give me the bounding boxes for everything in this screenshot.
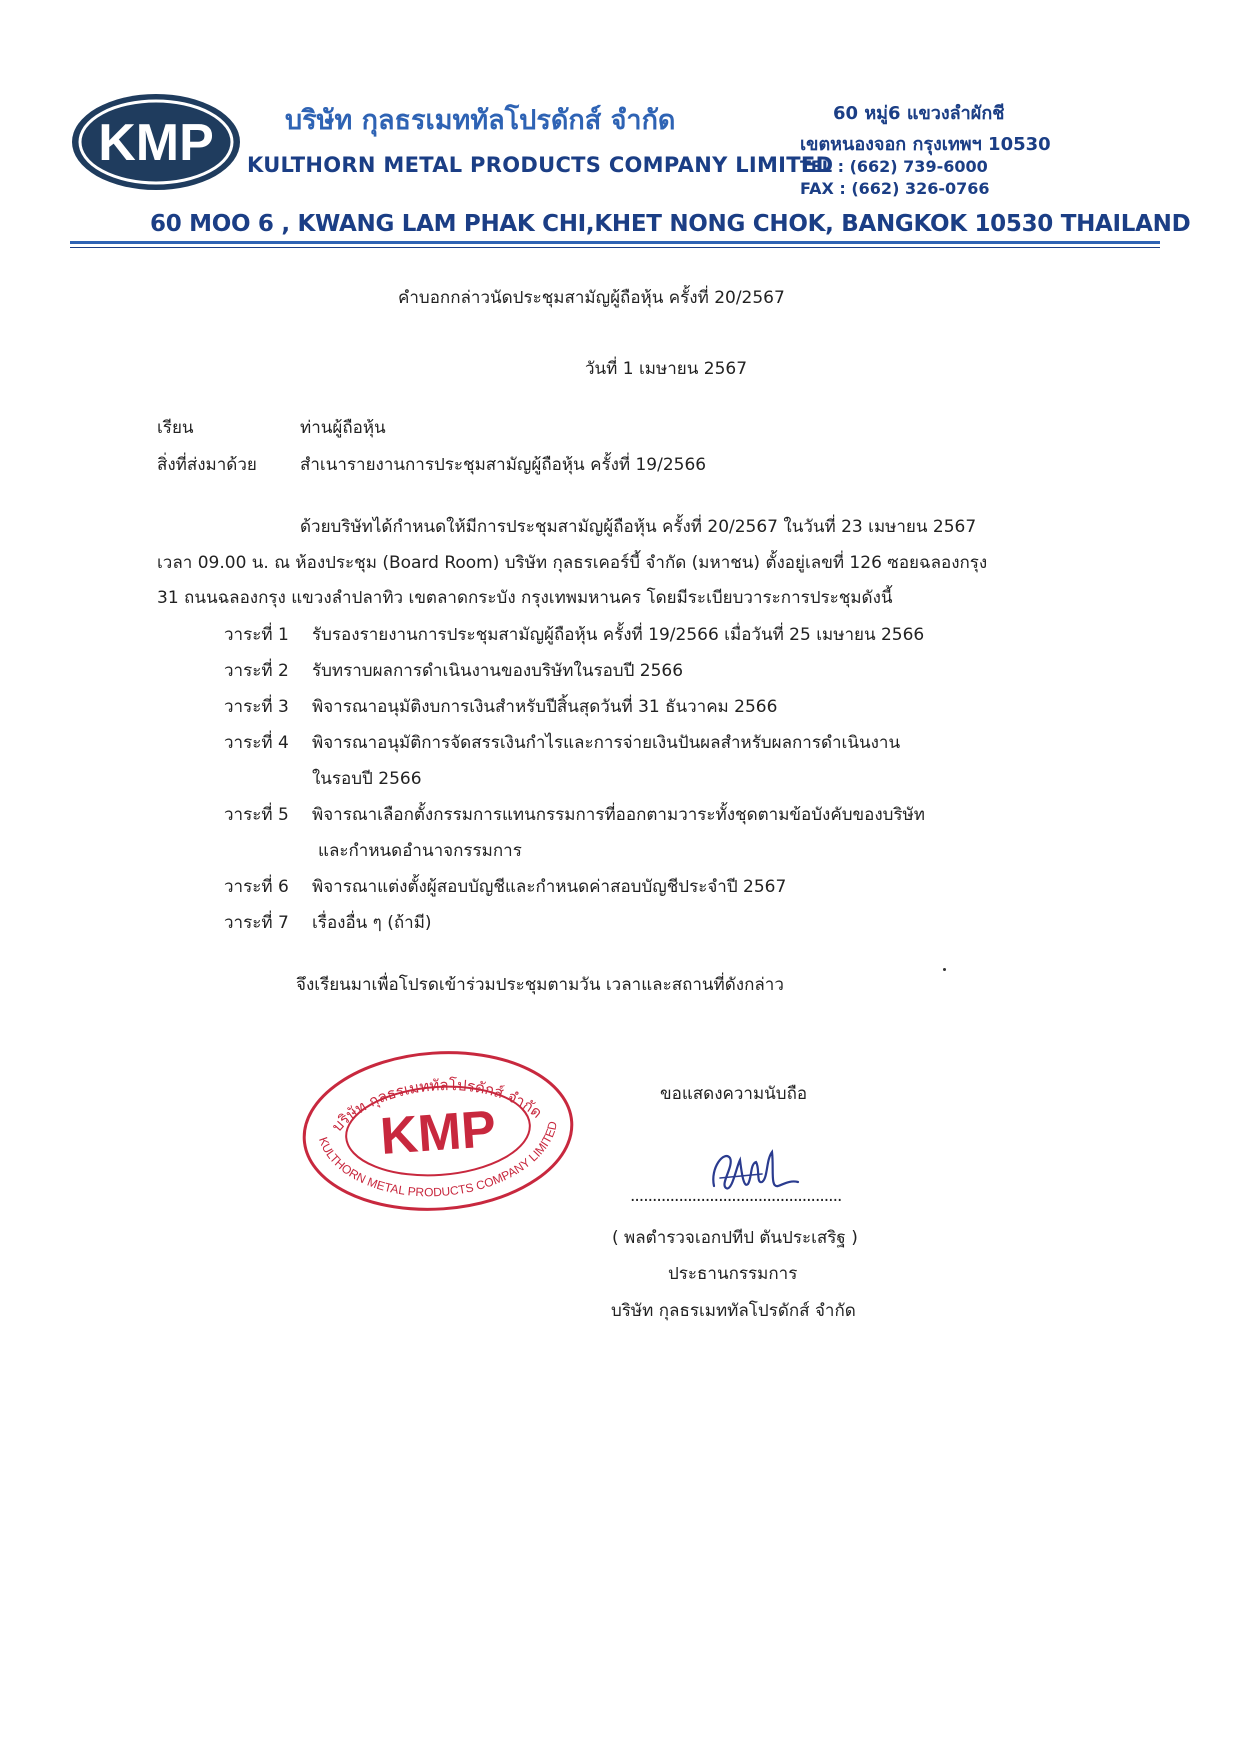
agenda-item-1-text: รับรองรายงานการประชุมสามัญผู้ถือหุ้น ครั้งที่ 19/2566 เมื่อวันที่ 25 เมษายน 2566: [312, 625, 925, 645]
address-english: 60 MOO 6 , KWANG LAM PHAK CHI,KHET NONG CHOK, BANGKOK 10530 THAILAND: [150, 211, 1191, 237]
agenda-item-5-text-line-1: พิจารณาเลือกตั้งกรรมการแทนกรรมการที่ออกตามวาระทั้งชุดตามข้อบังคับของบริษัท: [312, 805, 925, 825]
stray-dot: [943, 968, 946, 971]
signature-line: ................................................: [630, 1186, 842, 1206]
body-paragraph-line-1: ด้วยบริษัทได้กำหนดให้มีการประชุมสามัญผู้ถือหุ้น ครั้งที่ 20/2567 ในวันที่ 23 เมษายน 2567: [300, 517, 977, 537]
company-logo: [70, 92, 242, 192]
agenda-item-3-text: พิจารณาอนุมัติงบการเงินสำหรับปีสิ้นสุดวันที่ 31 ธันวาคม 2566: [312, 697, 778, 717]
enclosure-value: สำเนารายงานการประชุมสามัญผู้ถือหุ้น ครั้งที่ 19/2566: [300, 455, 707, 475]
agenda-item-5-number: วาระที่ 5: [224, 805, 289, 825]
agenda-item-4-text-line-2: ในรอบปี 2566: [312, 769, 422, 789]
letter-date: วันที่ 1 เมษายน 2567: [585, 359, 748, 379]
agenda-item-5-text-line-2: และกำหนดอำนาจกรรมการ: [318, 841, 522, 861]
address-thai-line-2: เขตหนองจอก กรุงเทพฯ 10530: [800, 134, 1051, 155]
company-seal: [300, 1048, 576, 1214]
body-paragraph-line-3: 31 ถนนฉลองกรุง แขวงลำปลาทิว เขตลาดกระบัง กรุงเทพมหานคร โดยมีระเบียบวาระการประชุมดังนี้: [157, 588, 893, 608]
agenda-item-7-text: เรื่องอื่น ๆ (ถ้ามี): [312, 913, 432, 933]
seal-logo-text: KMP: [378, 1100, 498, 1166]
agenda-item-2-number: วาระที่ 2: [224, 661, 289, 681]
company-name-thai: บริษัท กุลธรเมททัลโปรดักส์ จำกัด: [285, 105, 676, 136]
address-thai-line-1: 60 หมู่6 แขวงลำผักชี: [833, 103, 1005, 124]
recipient-label: เรียน: [157, 418, 194, 438]
agenda-item-1-number: วาระที่ 1: [224, 625, 289, 645]
signer-company: บริษัท กุลธรเมททัลโปรดักส์ จำกัด: [611, 1301, 856, 1321]
telephone: TEL : (662) 739-6000: [800, 157, 988, 176]
signer-position: ประธานกรรมการ: [668, 1264, 798, 1284]
agenda-item-4-text-line-1: พิจารณาอนุมัติการจัดสรรเงินกำไรและการจ่ายเงินปันผลสำหรับผลการดำเนินงาน: [312, 733, 901, 753]
logo-text: KMP: [98, 114, 214, 172]
agenda-item-6-number: วาระที่ 6: [224, 877, 289, 897]
company-name-english: KULTHORN METAL PRODUCTS COMPANY LIMITED: [247, 153, 834, 177]
agenda-item-7-number: วาระที่ 7: [224, 913, 289, 933]
header-rule-thin: [70, 247, 1160, 248]
closing-sentence: จึงเรียนมาเพื่อโปรดเข้าร่วมประชุมตามวัน เวลาและสถานที่ดังกล่าว: [296, 975, 784, 995]
recipient-value: ท่านผู้ถือหุ้น: [300, 418, 386, 438]
letter-title: คำบอกกล่าวนัดประชุมสามัญผู้ถือหุ้น ครั้งที่ 20/2567: [398, 288, 785, 308]
fax: FAX : (662) 326-0766: [800, 179, 990, 198]
agenda-item-4-number: วาระที่ 4: [224, 733, 289, 753]
seal-text-bottom: KULTHORN METAL PRODUCTS COMPANY LIMITED: [316, 1119, 561, 1200]
agenda-item-2-text: รับทราบผลการดำเนินงานของบริษัทในรอบปี 2566: [312, 661, 684, 681]
regards: ขอแสดงความนับถือ: [660, 1084, 808, 1104]
enclosure-label: สิ่งที่ส่งมาด้วย: [157, 455, 257, 475]
body-paragraph-line-2: เวลา 09.00 น. ณ ห้องประชุม (Board Room) บริษัท กุลธรเคอร์บี้ จำกัด (มหาชน) ตั้งอยู่เลขที่ 126 ซอยฉลองกรุง: [157, 553, 988, 573]
seal-text-top: บริษัท กุลธรเมททัลโปรดักส์ จำกัด: [328, 1076, 546, 1136]
header-rule-thick: [70, 241, 1160, 244]
signer-name: ( พลตำรวจเอกปทีป ตันประเสริฐ ): [612, 1228, 858, 1248]
agenda-item-6-text: พิจารณาแต่งตั้งผู้สอบบัญชีและกำหนดค่าสอบบัญชีประจำปี 2567: [312, 877, 787, 897]
agenda-item-3-number: วาระที่ 3: [224, 697, 289, 717]
